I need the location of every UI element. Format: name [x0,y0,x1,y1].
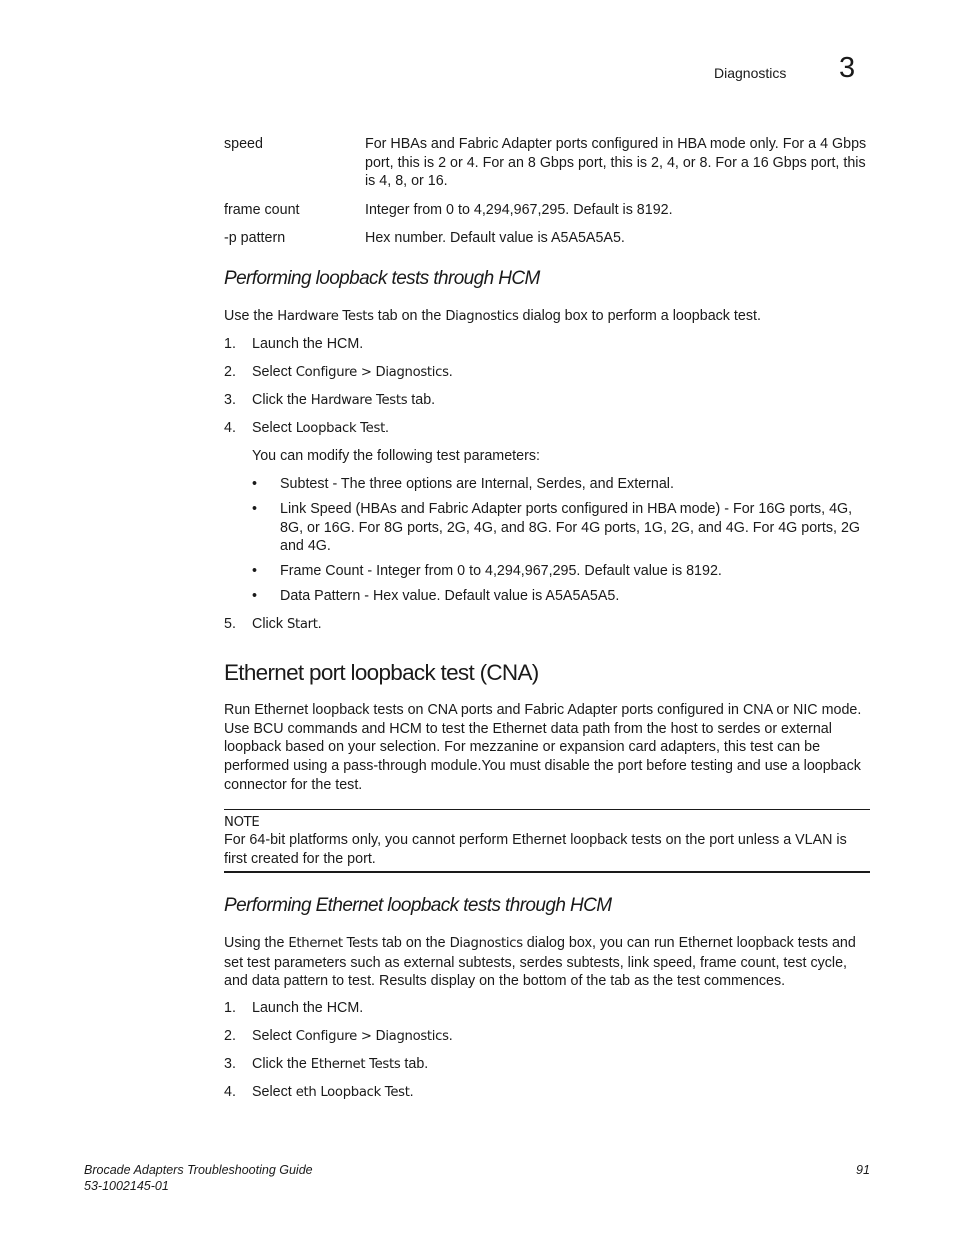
step-number: 4. [224,420,236,436]
modify-params-text: You can modify the following test parameters: [252,448,540,464]
bullet-icon: • [252,501,258,517]
bullet-icon: • [252,563,258,579]
step-text: Click the Ethernet Tests tab. [252,1056,429,1072]
bullet-text: Subtest - The three options are Internal, Serdes, and External. [280,476,674,492]
param-description: Integer from 0 to 4,294,967,295. Default is 8192. [365,202,673,218]
intro-text: tab on the [373,308,446,324]
note-bottom-divider [224,871,870,873]
note-top-divider [224,809,870,810]
section-intro [224,307,870,327]
bullet-text: Data Pattern - Hex value. Default value is A5A5A5A5. [280,588,620,604]
step-text: Launch the HCM. [252,1000,364,1016]
ui-term-diagnostics: Diagnostics [449,936,523,951]
intro-text: dialog box to perform a loopback test. [518,308,761,324]
step-text: Select Loopback Test. [252,420,389,436]
bullet-icon: • [252,476,258,492]
note-text: For 64-bit platforms only, you cannot perform Ethernet loopback tests on the port unless a VLAN is first created for the port. [224,832,847,867]
ui-term-ethernet-tests: Ethernet Tests [288,936,379,951]
step-text: Launch the HCM. [252,336,364,352]
intro-text: Use the [224,308,278,324]
chapter-number: 3 [839,52,856,84]
section-heading-loopback-hcm: Performing loopback tests through HCM [224,268,540,289]
param-description: Hex number. Default value is A5A5A5A5. [365,230,625,246]
intro-text: tab on the [378,935,450,951]
step-number: 1. [224,336,236,352]
param-term: frame count [224,202,300,218]
param-term: speed [224,136,263,152]
footer-doc-number: 53-1002145-01 [84,1179,169,1193]
step-number: 5. [224,616,236,632]
step-text: Select Configure > Diagnostics. [252,1028,453,1044]
bullet-text: Link Speed (HBAs and Fabric Adapter ports configured in HBA mode) - For 16G ports, 4G, 8G, or 16G. For 8G ports, 2G, 4G, and 8G. For 4G ports, 1G, 2G, and 4G. For 4G ports, 2G and 4G. [280,501,861,555]
section-heading-ethernet-port-loopback: Ethernet port loopback test (CNA) [224,660,539,685]
step-number: 1. [224,1000,236,1016]
section-intro [224,934,870,991]
step-text: Select eth Loopback Test. [252,1084,414,1100]
footer-doc-title: Brocade Adapters Troubleshooting Guide [84,1163,313,1177]
step-number: 4. [224,1084,236,1100]
running-header-title: Diagnostics [714,65,787,81]
note-label: NOTE [224,815,260,830]
step-text: Click Start. [252,616,322,632]
step-number: 3. [224,392,236,408]
ui-term-hardware-tests: Hardware Tests [277,309,374,324]
step-number: 3. [224,1056,236,1072]
footer-page-number: 91 [856,1163,870,1177]
step-number: 2. [224,364,236,380]
intro-text: Using the [224,935,289,951]
bullet-icon: • [252,588,258,604]
bullet-text: Frame Count - Integer from 0 to 4,294,967,295. Default value is 8192. [280,563,722,579]
step-text: Select Configure > Diagnostics. [252,364,453,380]
ui-term-diagnostics: Diagnostics [445,309,519,324]
intro-text: dialog box, you can run Ethernet loopback tests and set test parameters such as external subtests, serdes subtests, link speed, frame count, test cycle, and data pattern to test. Results display on the bottom of the tab as the test commences. [224,935,856,990]
section-heading-ethernet-loopback-hcm: Performing Ethernet loopback tests through HCM [224,895,612,916]
section-paragraph: Run Ethernet loopback tests on CNA ports and Fabric Adapter ports configured in CNA or NIC mode. Use BCU commands and HCM to test the Ethernet data path from the host to serdes or external loopback based on your selection. For mezzanine or expansion card adapters, this test can be performed using a pass-through module.You must disable the port before testing and use a loopback connector for the test. [224,702,862,793]
param-description: For HBAs and Fabric Adapter ports configured in HBA mode only. For a 4 Gbps port, this is 2 or 4. For an 8 Gbps port, this is 2, 4, or 8. For a 16 Gbps port, this is 4, 8, or 16. [365,136,867,190]
step-text: Click the Hardware Tests tab. [252,392,436,408]
step-number: 2. [224,1028,236,1044]
param-term: -p pattern [224,230,286,246]
